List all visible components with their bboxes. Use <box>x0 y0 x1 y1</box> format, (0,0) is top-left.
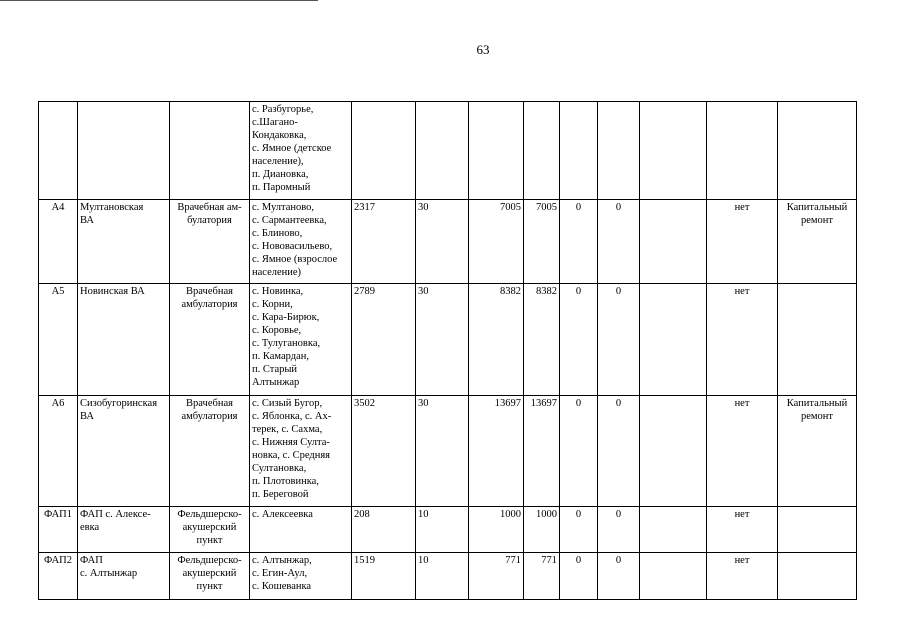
cell-line: Капитальный <box>786 398 848 409</box>
area-actual-cell: 771 <box>524 553 560 600</box>
settlements-cell <box>250 284 352 396</box>
work-type-cell <box>778 102 857 200</box>
value-cell-8: 0 <box>560 200 598 284</box>
cell-line: с. Коровье, <box>252 325 302 336</box>
facility-name-cell <box>78 396 170 507</box>
table-row <box>39 396 857 507</box>
status-cell: нет <box>707 507 778 553</box>
facility-code-cell: ФАП1 <box>39 507 78 553</box>
area-norm-cell: 8382 <box>469 284 524 396</box>
cell-line: Кондаковка, <box>252 130 307 141</box>
cell-line: п. Плотовинка, <box>252 476 319 487</box>
facility-name-cell <box>78 507 170 553</box>
status-cell: нет <box>707 200 778 284</box>
status-cell: нет <box>707 284 778 396</box>
population-cell: 208 <box>352 507 416 553</box>
area-norm-cell: 13697 <box>469 396 524 507</box>
facility-code-cell: А6 <box>39 396 78 507</box>
status-cell: нет <box>707 553 778 600</box>
value-cell-9: 0 <box>598 553 640 600</box>
value-cell-8: 0 <box>560 284 598 396</box>
value-cell-10 <box>640 507 707 553</box>
value-cell-9: 0 <box>598 200 640 284</box>
value-cell-10 <box>640 553 707 600</box>
cell-line: с. Кара-Бирюк, <box>252 312 320 323</box>
work-type-cell <box>778 200 857 284</box>
facility-type-cell <box>170 507 250 553</box>
cell-line: с. Нововасильево, <box>252 241 333 252</box>
cell-line: с. Корни, <box>252 299 293 310</box>
cell-line: Фельдшерско- <box>177 555 242 566</box>
cell-line: с. Мултаново, <box>252 202 315 213</box>
cell-line: Сизобугоринская <box>80 398 158 409</box>
table-body <box>39 102 857 600</box>
table-row <box>39 102 857 200</box>
settlements-cell <box>250 200 352 284</box>
cell-line: акушерский <box>182 522 237 533</box>
facility-name-cell <box>78 284 170 396</box>
cell-line: с. Кошеванка <box>252 581 312 592</box>
cell-line: с. Алтынжар, <box>252 555 312 566</box>
table-row <box>39 284 857 396</box>
cell-line: Врачебная ам- <box>177 202 242 213</box>
settlements-cell <box>250 507 352 553</box>
cell-line: новка, с. Средняя <box>252 450 330 461</box>
value-cell-9 <box>598 102 640 200</box>
facility-type-cell <box>170 284 250 396</box>
capacity-cell: 10 <box>416 553 469 600</box>
page-number: 63 <box>476 42 490 57</box>
cell-line: ремонт <box>800 215 833 226</box>
top-rule <box>0 0 318 1</box>
cell-line: с. Разбугорье, <box>252 104 314 115</box>
cell-line: ФАП <box>80 555 103 566</box>
cell-line: население), <box>252 156 304 167</box>
cell-line: п. Камардан, <box>252 351 309 362</box>
area-norm-cell: 771 <box>469 553 524 600</box>
cell-line: Мултановская <box>80 202 144 213</box>
facility-type-cell <box>170 200 250 284</box>
cell-line: Врачебная <box>186 398 233 409</box>
population-cell: 1519 <box>352 553 416 600</box>
capacity-cell: 10 <box>416 507 469 553</box>
facility-name-cell <box>78 200 170 284</box>
cell-line: ВА <box>80 215 94 226</box>
cell-line: с. Алексеевка <box>252 509 313 520</box>
population-cell <box>352 102 416 200</box>
cell-line: евка <box>80 522 100 533</box>
cell-line: с. Тулугановка, <box>252 338 321 349</box>
cell-line: с. Ямное (взрослое <box>252 254 338 265</box>
area-actual-cell: 1000 <box>524 507 560 553</box>
value-cell-8: 0 <box>560 507 598 553</box>
cell-line: п. Береговой <box>252 489 309 500</box>
value-cell-10 <box>640 284 707 396</box>
value-cell-8: 0 <box>560 553 598 600</box>
cell-line: с. Алтынжар <box>80 568 138 579</box>
capacity-cell <box>416 102 469 200</box>
value-cell-8 <box>560 102 598 200</box>
area-actual-cell: 7005 <box>524 200 560 284</box>
cell-line: терек, с. Сахма, <box>252 424 323 435</box>
status-cell: нет <box>707 396 778 507</box>
capacity-cell: 30 <box>416 284 469 396</box>
facilities-table <box>38 101 857 600</box>
facility-type-cell <box>170 102 250 200</box>
work-type-cell <box>778 284 857 396</box>
population-cell: 2789 <box>352 284 416 396</box>
value-cell-9: 0 <box>598 284 640 396</box>
cell-line: п. Диановка, <box>252 169 309 180</box>
facility-name-cell <box>78 553 170 600</box>
cell-line: с. Егин-Аул, <box>252 568 308 579</box>
cell-line: с. Яблонка, с. Ах- <box>252 411 332 422</box>
cell-line: с. Блиново, <box>252 228 303 239</box>
cell-line: п. Старый <box>252 364 298 375</box>
value-cell-10 <box>640 200 707 284</box>
value-cell-9: 0 <box>598 507 640 553</box>
value-cell-8: 0 <box>560 396 598 507</box>
cell-line: с.Шагано- <box>252 117 298 128</box>
area-actual-cell <box>524 102 560 200</box>
cell-line: акушерский <box>182 568 237 579</box>
cell-line: Врачебная <box>186 286 233 297</box>
cell-line: амбулатория <box>181 411 238 422</box>
cell-line: ВА <box>80 411 94 422</box>
cell-line: население) <box>252 267 302 278</box>
table-row <box>39 507 857 553</box>
status-cell <box>707 102 778 200</box>
value-cell-9: 0 <box>598 396 640 507</box>
area-actual-cell: 8382 <box>524 284 560 396</box>
facility-type-cell <box>170 553 250 600</box>
facility-name-cell <box>78 102 170 200</box>
work-type-cell <box>778 507 857 553</box>
table-row <box>39 200 857 284</box>
work-type-cell <box>778 396 857 507</box>
area-norm-cell <box>469 102 524 200</box>
cell-line: пункт <box>196 581 223 592</box>
population-cell: 3502 <box>352 396 416 507</box>
cell-line: п. Паромный <box>252 182 311 193</box>
facility-code-cell: А4 <box>39 200 78 284</box>
area-actual-cell: 13697 <box>524 396 560 507</box>
cell-line: булатория <box>187 215 232 226</box>
cell-line: пункт <box>196 535 223 546</box>
cell-line: Новинская ВА <box>80 286 145 297</box>
value-cell-10 <box>640 396 707 507</box>
settlements-cell <box>250 396 352 507</box>
cell-line: с. Сармантеевка, <box>252 215 327 226</box>
cell-line: с. Сизый Бугор, <box>252 398 323 409</box>
facility-code-cell: ФАП2 <box>39 553 78 600</box>
settlements-cell <box>250 102 352 200</box>
cell-line: с. Ямное (детское <box>252 143 332 154</box>
cell-line: амбулатория <box>181 299 238 310</box>
settlements-cell <box>250 553 352 600</box>
population-cell: 2317 <box>352 200 416 284</box>
area-norm-cell: 7005 <box>469 200 524 284</box>
value-cell-10 <box>640 102 707 200</box>
capacity-cell: 30 <box>416 200 469 284</box>
cell-line: Султановка, <box>252 463 307 474</box>
cell-line: Фельдшерско- <box>177 509 242 520</box>
facility-code-cell: А5 <box>39 284 78 396</box>
area-norm-cell: 1000 <box>469 507 524 553</box>
work-type-cell <box>778 553 857 600</box>
cell-line: с. Новинка, <box>252 286 304 297</box>
cell-line: Капитальный <box>786 202 848 213</box>
cell-line: ремонт <box>800 411 833 422</box>
capacity-cell: 30 <box>416 396 469 507</box>
facility-type-cell <box>170 396 250 507</box>
cell-line: Алтынжар <box>252 377 300 388</box>
facility-code-cell <box>39 102 78 200</box>
cell-line: с. Нижняя Султа- <box>252 437 330 448</box>
cell-line: ФАП с. Алексе- <box>80 509 151 520</box>
table-row <box>39 553 857 600</box>
